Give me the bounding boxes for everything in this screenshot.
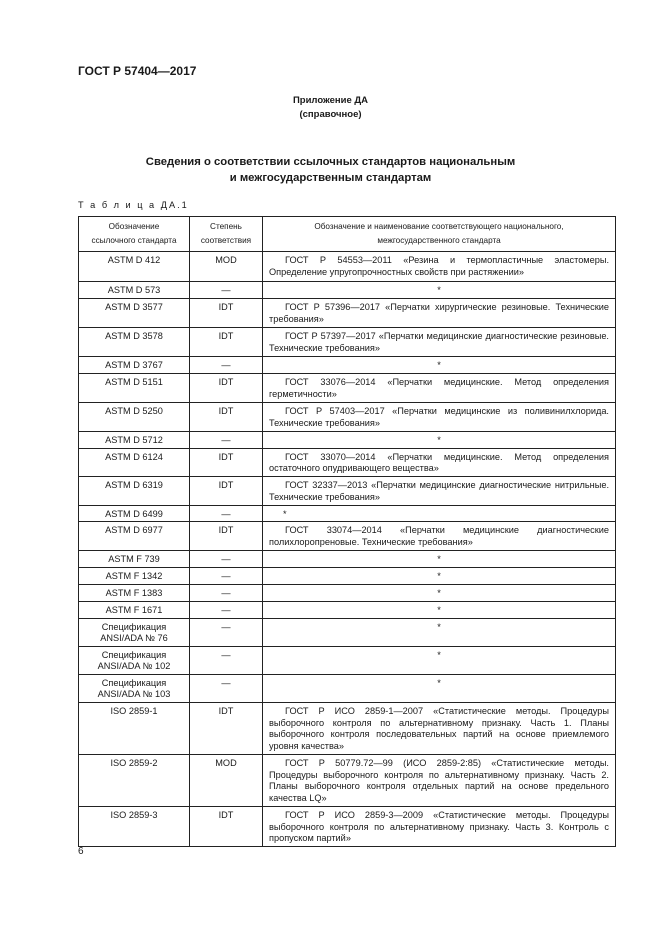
- reference-standard-cell: [79, 522, 190, 551]
- table-row: [79, 432, 616, 449]
- degree-cell: —: [190, 674, 263, 702]
- degree-cell: —: [190, 282, 263, 299]
- degree-cell: IDT: [190, 403, 263, 432]
- national-standard-text: ГОСТ 33074—2014 «Перчатки медицинские диагностические полихлоропреновые. Технические требования»: [269, 525, 609, 547]
- table-caption: Т а б л и ц а ДА.1: [78, 200, 189, 210]
- reference-standard-cell: [79, 646, 190, 674]
- reference-standard-text: ASTM F 1342: [105, 571, 163, 582]
- correspondence-table: [78, 216, 616, 847]
- reference-standard-cell: [79, 299, 190, 328]
- reference-standard-text: ASTM D 6319: [105, 480, 163, 491]
- national-standard-cell: [263, 448, 616, 476]
- page-number: 6: [78, 846, 84, 857]
- national-standard-text: ГОСТ Р ИСО 2859-3—2009 «Статистические методы. Процедуры выборочного контроля по альтернативному признаку. Часть 3. Контроль с пропуском партий»: [269, 809, 609, 844]
- degree-cell: IDT: [190, 328, 263, 357]
- reference-standard-cell: [79, 448, 190, 476]
- national-standard-cell: *: [263, 551, 616, 568]
- degree-cell: IDT: [190, 522, 263, 551]
- table-row: [79, 357, 616, 374]
- column-header-national-standard: [263, 217, 616, 252]
- degree-cell: —: [190, 646, 263, 674]
- table-row: [79, 374, 616, 403]
- reference-standard-text: ISO 2859-1: [110, 705, 158, 716]
- national-standard-cell: *: [263, 618, 616, 646]
- reference-standard-text: ASTM D 6977: [105, 525, 163, 536]
- national-standard-cell: [263, 806, 616, 846]
- annex-note: (справочное): [299, 109, 362, 120]
- reference-standard-cell: [79, 618, 190, 646]
- column-header-line: Обозначение и наименование соответствующего национального,: [314, 222, 564, 231]
- national-standard-cell: *: [263, 646, 616, 674]
- table-row: [79, 702, 616, 754]
- document-code: ГОСТ Р 57404—2017: [78, 64, 197, 78]
- national-standard-cell: *: [263, 674, 616, 702]
- reference-standard-text: ANSI/ADA № 76: [100, 633, 168, 644]
- table-row: [79, 585, 616, 602]
- degree-cell: IDT: [190, 806, 263, 846]
- reference-standard-text: ISO 2859-3: [110, 809, 158, 820]
- national-standard-cell: *: [263, 505, 616, 522]
- reference-standard-cell: [79, 806, 190, 846]
- table-row: [79, 282, 616, 299]
- reference-standard-cell: [79, 328, 190, 357]
- table-row: [79, 299, 616, 328]
- table-row: [79, 477, 616, 505]
- table-row: [79, 522, 616, 551]
- degree-cell: IDT: [190, 448, 263, 476]
- degree-cell: —: [190, 551, 263, 568]
- reference-standard-text: ASTM F 739: [108, 554, 160, 565]
- reference-standard-text: ASTM F 1671: [105, 605, 163, 616]
- column-header-degree: [190, 217, 263, 252]
- table-row: [79, 646, 616, 674]
- reference-standard-cell: [79, 754, 190, 806]
- table-row: [79, 754, 616, 806]
- national-standard-cell: *: [263, 602, 616, 619]
- national-standard-text: ГОСТ 32337—2013 «Перчатки медицинские диагностические нитрильные. Технические требования»: [269, 480, 609, 502]
- degree-cell: IDT: [190, 702, 263, 754]
- column-header-line: Обозначение: [108, 222, 160, 231]
- reference-standard-cell: [79, 282, 190, 299]
- reference-standard-cell: [79, 551, 190, 568]
- national-standard-cell: [263, 328, 616, 357]
- reference-standard-cell: [79, 602, 190, 619]
- national-standard-text: ГОСТ 33076—2014 «Перчатки медицинские. Метод определения герметичности»: [269, 377, 609, 399]
- section-title: [0, 154, 661, 186]
- reference-standard-text: ASTM D 6124: [105, 451, 163, 462]
- column-header-line: ссылочного стандарта: [91, 236, 177, 245]
- national-standard-cell: *: [263, 357, 616, 374]
- degree-cell: IDT: [190, 374, 263, 403]
- national-standard-text: ГОСТ Р 57397—2017 «Перчатки медицинские диагностические резиновые. Технические требования»: [269, 331, 609, 353]
- reference-standard-text: ASTM D 5712: [105, 435, 163, 445]
- reference-standard-cell: [79, 568, 190, 585]
- degree-cell: IDT: [190, 477, 263, 505]
- table-row: [79, 602, 616, 619]
- national-standard-cell: *: [263, 568, 616, 585]
- reference-standard-cell: [79, 674, 190, 702]
- reference-standard-text: ISO 2859-2: [110, 757, 158, 768]
- national-standard-cell: [263, 477, 616, 505]
- degree-cell: —: [190, 568, 263, 585]
- reference-standard-text: ANSI/ADA № 103: [97, 689, 171, 700]
- table-row: [79, 403, 616, 432]
- national-standard-text: ГОСТ Р 50779.72—99 (ИСО 2859-2:85) «Статистические методы. Процедуры выборочного контроля по альтернативному признаку. Часть 2. Планы выборочного контроля отдельных партий на основе предельного качества LQ»: [269, 757, 609, 804]
- column-header-line: межгосударственного стандарта: [377, 236, 501, 245]
- reference-standard-cell: [79, 585, 190, 602]
- section-title-line1: Сведения о соответствии ссылочных стандартов национальным: [145, 156, 516, 168]
- annex-title: Приложение ДА: [292, 95, 369, 106]
- degree-cell: —: [190, 505, 263, 522]
- national-standard-cell: [263, 754, 616, 806]
- reference-standard-text: ASTM D 3578: [105, 331, 163, 341]
- reference-standard-cell: [79, 432, 190, 449]
- reference-standard-text: Спецификация: [101, 677, 167, 688]
- table-row: [79, 505, 616, 522]
- table-body: [79, 252, 616, 847]
- national-standard-cell: [263, 252, 616, 282]
- reference-standard-cell: [79, 505, 190, 522]
- table-row: [79, 448, 616, 476]
- national-standard-cell: [263, 403, 616, 432]
- national-standard-text: ГОСТ Р 57403—2017 «Перчатки медицинские из поливинилхлорида. Технические требования»: [269, 406, 609, 428]
- reference-standard-text: ASTM D 5250: [105, 406, 163, 416]
- reference-standard-cell: [79, 374, 190, 403]
- annex-heading: [0, 94, 661, 122]
- column-header-line: соответствия: [200, 236, 252, 245]
- degree-cell: MOD: [190, 754, 263, 806]
- reference-standard-cell: [79, 403, 190, 432]
- national-standard-text: ГОСТ Р 54553—2011 «Резина и термопластичные эластомеры. Определение упругопрочностных свойств при растяжении»: [269, 255, 609, 277]
- table-row: [79, 252, 616, 282]
- table-row: [79, 618, 616, 646]
- degree-cell: —: [190, 585, 263, 602]
- table-row: [79, 551, 616, 568]
- reference-standard-text: Спецификация: [101, 621, 167, 632]
- column-header-reference-standard: [79, 217, 190, 252]
- degree-cell: —: [190, 602, 263, 619]
- national-standard-cell: *: [263, 282, 616, 299]
- national-standard-cell: *: [263, 585, 616, 602]
- degree-cell: IDT: [190, 299, 263, 328]
- reference-standard-text: Спецификация: [101, 649, 167, 660]
- reference-standard-cell: [79, 702, 190, 754]
- national-standard-text: ГОСТ 33070—2014 «Перчатки медицинские. Метод определения остаточного опудривающего вещества»: [269, 451, 609, 474]
- reference-standard-text: ASTM D 412: [107, 255, 161, 265]
- reference-standard-text: ASTM D 3767: [105, 360, 163, 370]
- section-title-line2: и межгосударственным стандартам: [229, 172, 432, 184]
- reference-standard-text: ANSI/ADA № 102: [97, 661, 171, 672]
- degree-cell: —: [190, 432, 263, 449]
- degree-cell: —: [190, 618, 263, 646]
- national-standard-text: ГОСТ Р ИСО 2859-1—2007 «Статистические методы. Процедуры выборочного контроля по альтернативному признаку. Часть 1. Планы выборочного контроля последовательных партий на основе приемлемого уровня качества»: [269, 705, 609, 752]
- reference-standard-text: ASTM D 3577: [105, 302, 163, 312]
- table-row: [79, 568, 616, 585]
- degree-cell: MOD: [190, 252, 263, 282]
- table-header-row: [79, 217, 616, 252]
- national-standard-cell: *: [263, 432, 616, 449]
- reference-standard-cell: [79, 477, 190, 505]
- reference-standard-text: ASTM D 573: [107, 285, 161, 295]
- column-header-line: Степень: [210, 222, 242, 231]
- table-row: [79, 328, 616, 357]
- table-row: [79, 674, 616, 702]
- reference-standard-cell: [79, 252, 190, 282]
- reference-standard-cell: [79, 357, 190, 374]
- table-row: [79, 806, 616, 846]
- degree-cell: —: [190, 357, 263, 374]
- reference-standard-text: ASTM D 6499: [105, 508, 163, 519]
- reference-standard-text: ASTM F 1383: [105, 588, 163, 599]
- national-standard-text: ГОСТ Р 57396—2017 «Перчатки хирургические резиновые. Технические требования»: [269, 302, 609, 324]
- national-standard-cell: [263, 374, 616, 403]
- reference-standard-text: ASTM D 5151: [105, 377, 163, 387]
- national-standard-cell: [263, 702, 616, 754]
- national-standard-cell: [263, 299, 616, 328]
- national-standard-cell: [263, 522, 616, 551]
